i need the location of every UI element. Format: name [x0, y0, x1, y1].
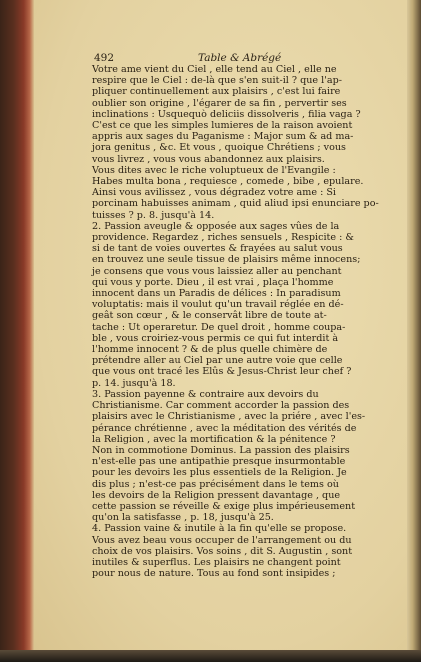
text-line: pour nous de nature. Tous au fond sont insipides ;: [92, 568, 336, 580]
text-line: ble , vous croiriez-vous permis ce qui fut interdit à: [92, 332, 339, 344]
text-line: cette passion se réveille & exige plus impérieusement: [92, 500, 356, 512]
text-line: dis plus ; n'est-ce pas précisément dans le tems où: [92, 478, 339, 490]
text-line: oublier son origine , l'égarer de sa fin , pervertir ses: [92, 97, 347, 109]
text-line: porcinam habuisses animam , quid aliud ipsi enunciare po-: [92, 198, 379, 210]
text-line: pérance chrétienne , avec la méditation des vérités de: [92, 422, 357, 434]
text-line: plaisirs avec le Christianisme , avec la priére , avec l'es-: [92, 411, 366, 423]
text-line: geât son cœur , & le conservât libre de toute at-: [92, 310, 327, 322]
text-line: prétendre aller au Ciel par une autre voie que celle: [92, 355, 343, 367]
text-line: vous livrez , vous vous abandonnez aux plaisirs.: [92, 153, 325, 165]
text-line: innocent dans un Paradis de délices : In paradisum: [92, 288, 341, 300]
text-line: l'homme innocent ? & de plus quelle chimère de: [92, 344, 328, 356]
text-line: la Religion , avec la mortification & la pénitence ?: [92, 433, 336, 445]
text-line: Votre ame vient du Ciel , elle tend au Ciel , elle ne: [92, 64, 337, 75]
page-text: [92, 64, 396, 579]
text-line: Ainsi vous avilissez , vous dégradez votre ame : Si: [92, 187, 337, 199]
text-line: providence. Regardez , riches sensuels , Respicite : &: [92, 232, 354, 244]
running-head: Table & Abrégé: [198, 52, 282, 64]
text-line: je consens que vous vous laissiez aller au penchant: [92, 265, 342, 277]
text-line: inutiles & superflus. Les plaisirs ne changent point: [92, 556, 341, 568]
text-line: pour les devoirs les plus essentiels de la Religion. Je: [92, 467, 347, 479]
text-line: tuisses ? p. 8. jusqu'à 14.: [92, 209, 215, 221]
text-line: inclinations : Usquequò deliciis dissolveris , filia vaga ?: [92, 108, 361, 120]
text-line: les devoirs de la Religion pressent davantage , que: [92, 489, 341, 501]
text-line: jora genitus , &c. Et vous , quoique Chrétiens ; vous: [92, 142, 346, 154]
text-line: Vous dites avec le riche voluptueux de l'Evangile :: [92, 164, 336, 176]
text-line: Non in commotione Dominus. La passion des plaisirs: [92, 444, 350, 456]
text-line: que vous ont tracé les Elûs & Jesus-Christ leur chef ?: [92, 366, 352, 378]
text-line: choix de vos plaisirs. Vos soins , dit S. Augustin , sont: [92, 545, 353, 557]
text-line: Vous avez beau vous occuper de l'arrangement ou du: [92, 534, 352, 546]
book-edge-bottom: [0, 650, 421, 662]
text-line: appris aux sages du Paganisme : Major sum & ad ma-: [92, 131, 354, 143]
text-line: si de tant de voies ouvertes & frayées au salut vous: [92, 243, 343, 255]
text-line: voluptatis: mais il voulut qu'un travail réglée en dé-: [92, 299, 344, 311]
text-line: en trouvez une seule tissue de plaisirs même innocens;: [92, 254, 361, 266]
text-line: 3. Passion payenne & contraire aux devoirs du: [92, 388, 319, 400]
text-line: Habes multa bona , requiesce , comede , bibe , epulare.: [92, 176, 364, 188]
book-edge-left: [0, 0, 34, 662]
text-line: respire que le Ciel : de-là que s'en suit-il ? que l'ap-: [92, 75, 342, 87]
text-line: qui vous y porte. Dieu , il est vrai , plaça l'homme: [92, 276, 334, 288]
text-line: 4. Passion vaine & inutile à la fin qu'elle se propose.: [92, 523, 347, 535]
text-line: qu'on la satisfasse , p. 18, jusqu'à 25.: [92, 512, 274, 524]
text-line: tache : Ut operaretur. De quel droit , homme coupa-: [92, 321, 346, 333]
text-line: C'est ce que les simples lumieres de la raison avoient: [92, 120, 353, 132]
page-header: [94, 51, 414, 65]
page-number: 492: [94, 52, 115, 64]
text-line: n'est-elle pas une antipathie presque insurmontable: [92, 456, 346, 468]
text-line: Christianisme. Car comment accorder la passion des: [92, 400, 350, 412]
text-line: 2. Passion aveugle & opposée aux sages vûes de la: [92, 220, 340, 232]
book-edge-right: [407, 0, 421, 662]
text-line: p. 14. jusqu'à 18.: [92, 377, 176, 389]
text-line: pliquer continuellement aux plaisirs , c'est lui faire: [92, 86, 341, 98]
